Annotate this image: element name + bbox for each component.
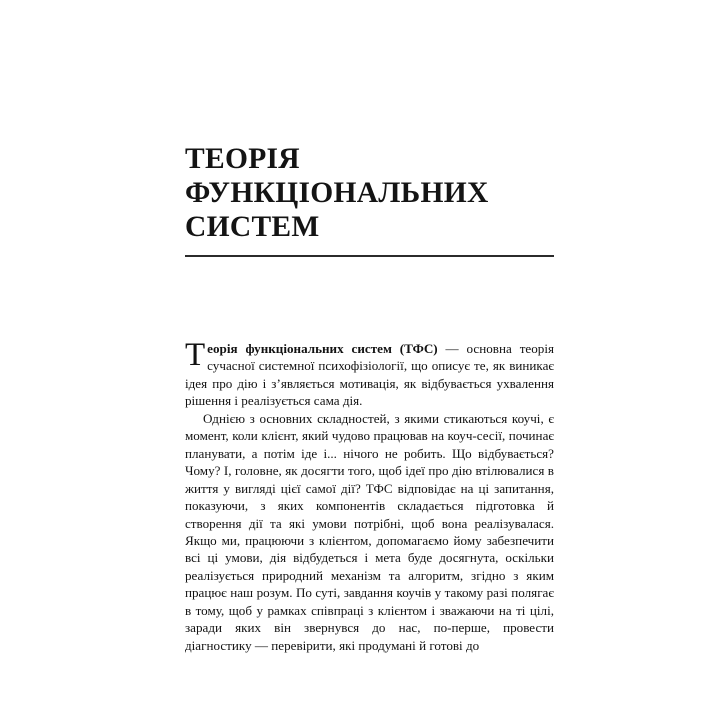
lead-bold-run: еорія функціональних систем (ТФС) bbox=[207, 341, 438, 356]
paragraph-body bbox=[185, 410, 554, 654]
drop-cap-letter: Т bbox=[185, 337, 206, 373]
body-text bbox=[185, 337, 554, 654]
paragraph-intro bbox=[185, 337, 554, 410]
page-title-line-2: ФУНКЦІОНАЛЬНИХ bbox=[185, 177, 489, 209]
paragraph-body-text: Однією з основних складностей, з якими стикаються коучі, є момент, коли клієнт, який чудово працював на коуч-сесії, починає планувати, а потім іде і... нічого не робить. Що відбувається? Чому? І, головне, як досягти того, щоб ідеї про дію втілювалися в життя у вигляді цієї самої дії? ТФС відповідає на ці запитання, показуючи, з яких компонентів складається підготовка й створення дії та які умови потрібні, щоб вона реалізувалася. Якщо ми, працюючи з клієнтом, допомагаємо йому забезпечити всі ці умови, дія відбудеться і мета буде досягнута, оскільки реалізується природний механізм та алгоритм, згідно з яким працює наш розум. По суті, завдання коучів у такому разі полягає в тому, щоб у рамках співпраці з клієнтом і зважаючи на ті цілі, заради яких він звернувся до нас, по-перше, провести діагностику — перевірити, які продумані й готові до bbox=[185, 410, 554, 653]
page-title-line-1: ТЕОРІЯ bbox=[185, 143, 300, 175]
page-content-column bbox=[185, 0, 554, 653]
page-title-line-3: СИСТЕМ bbox=[185, 211, 320, 243]
page-title bbox=[185, 0, 554, 244]
paragraph-intro-text: — основна теорія сучасної системної психофізіології, що описує те, як виникає ідея про дію і з’являється мотивація, як відбувається ухвалення рішення і реалізується сама дія. bbox=[185, 341, 554, 409]
title-divider-rule bbox=[185, 255, 554, 257]
